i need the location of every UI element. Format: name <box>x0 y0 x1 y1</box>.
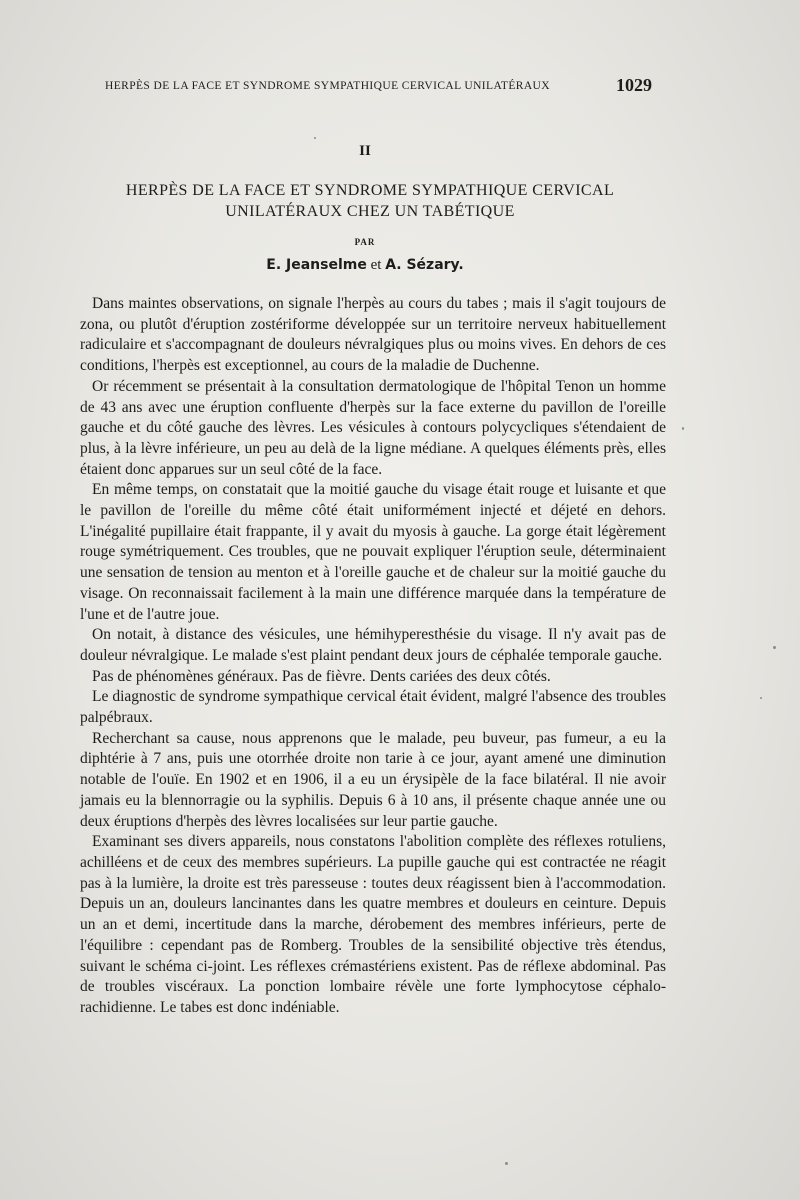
article-title-line-2: UNILATÉRAUX CHEZ UN TABÉTIQUE <box>225 203 515 220</box>
paragraph: Examinant ses divers appareils, nous constatons l'abolition complète des réflexes rotuliens, achilléens et de ceux des membres supérieurs. La pupille gauche qui est contractée ne réagit pas à la lumière, la droite est très paresseuse : toutes deux réagissent bien à l'accommodation. Depuis un an, douleurs lancinantes dans les quatre membres et douleurs en ceinture. Depuis un an et demi, incertitude dans la marche, dérobement des membres inférieurs, perte de l'équilibre : cependant pas de Romberg. Troubles de la sensibilité objective très étendus, suivant le schéma ci-joint. Les réflexes crémastériens existent. Pas de réflexe abdominal. Pas de troubles viscéraux. La ponction lombaire révèle une forte lymphocytose céphalo-rachidienne. Le tabes est donc indéniable. <box>80 833 666 1016</box>
author-sezary: A. Sézary. <box>385 257 464 273</box>
paragraph: On notait, à distance des vésicules, une hémihyperesthésie du visage. Il n'y avait pas de douleur névralgique. Le malade s'est plaint pendant deux jours de céphalée temporale gauche. <box>80 626 666 664</box>
paragraph: Dans maintes observations, on signale l'herpès au cours du tabes ; mais il s'agit toujours de zona, ou plutôt d'éruption zostériforme développée sur un territoire nerveux habituellement radiculaire et s'accompagnant de douleurs névralgiques plus ou moins vives. En dehors de ces conditions, l'herpès est exceptionnel, au cours de la maladie de Duchenne. <box>80 295 666 375</box>
page-number: 1029 <box>616 75 652 95</box>
article-body <box>80 294 666 1019</box>
paragraph: Recherchant sa cause, nous apprenons que le malade, peu buveur, pas fumeur, a eu la diphtérie à 7 ans, puis une otorrhée droite non tarie à ce jour, ayant amené une diminution notable de l'ouïe. En 1902 et en 1906, il a eu un érysipèle de la face bilatéral. Il nie avoir jamais eu la blennorragie ou la syphilis. Depuis 6 à 10 ans, il présente chaque année une ou deux éruptions d'herpès des lèvres localisées sur leur partie gauche. <box>80 729 666 830</box>
paper-speck <box>682 427 684 430</box>
paragraph: Pas de phénomènes généraux. Pas de fièvre. Dents cariées des deux côtés. <box>92 667 551 685</box>
paragraph: En même temps, on constatait que la moitié gauche du visage était rouge et luisante et que le pavillon de l'oreille du même côté était uniformément injecté et déjeté en dehors. L'inégalité pupillaire était frappante, il y avait du myosis à gauche. La gorge était légèrement rouge symétriquement. Ces troubles, que ne pouvait expliquer l'éruption seule, déterminaient une sensation de tension au menton et à l'oreille gauche et de chaleur sur la moitié gauche du visage. On reconnaissait facilement à la main une différence marquée dans la température de l'une et de l'autre joue. <box>80 481 666 623</box>
paper-speck <box>760 697 762 699</box>
paper-speck <box>505 1162 508 1165</box>
article-title <box>95 180 645 222</box>
section-numeral: II <box>359 143 371 159</box>
author-conjunction: et <box>370 257 382 273</box>
paragraph: Or récemment se présentait à la consultation dermatologique de l'hôpital Tenon un homme de 43 ans avec une éruption confluente d'herpès sur la face externe du pavillon de l'oreille gauche et du côté gauche des lèvres. Les vésicules à contours polycycliques s'étendaient de plus, à la lèvre inférieure, un peu au delà de la ligne médiane. A quelques éléments près, elles étaient donc apparues sur un seul côté de la face. <box>80 377 666 478</box>
by-line-label: PAR <box>354 237 376 247</box>
paper-speck <box>314 137 316 139</box>
running-head: HERPÈS DE LA FACE ET SYNDROME SYMPATHIQUE CERVICAL UNILATÉRAUX <box>105 80 550 92</box>
authors <box>0 257 730 274</box>
paper-speck <box>773 646 776 649</box>
paragraph: Le diagnostic de syndrome sympathique cervical était évident, malgré l'absence des troubles palpébraux. <box>80 688 666 727</box>
author-jeanselme: E. Jeanselme <box>266 257 367 273</box>
article-title-line-1: HERPÈS DE LA FACE ET SYNDROME SYMPATHIQUE CERVICAL <box>125 182 615 199</box>
